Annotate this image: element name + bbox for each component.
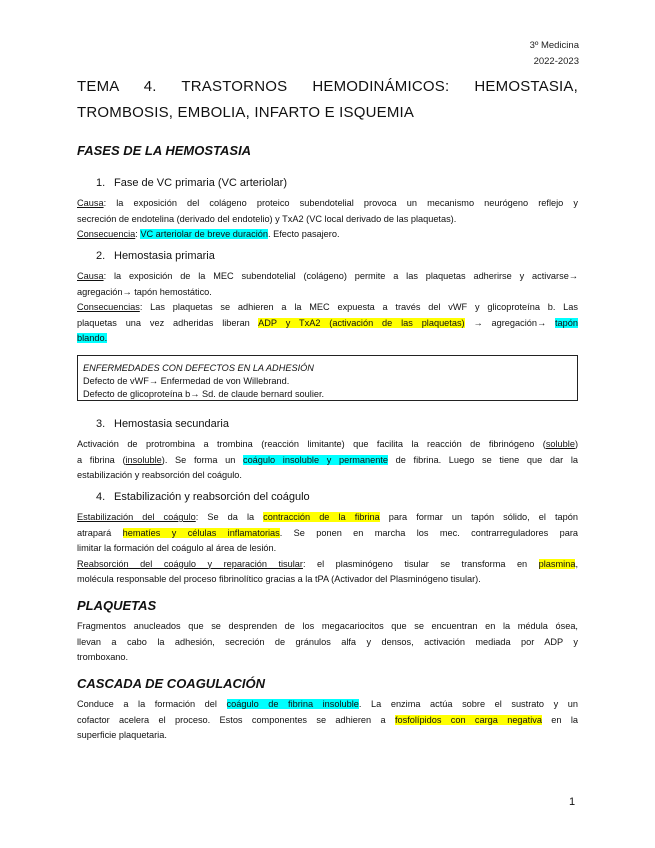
text: Activación de protrombina a trombina (reacción limitante) que facilita la reacción de fibrinógeno ( (77, 439, 546, 449)
subsection-3-body (77, 437, 578, 484)
plaquetas-body (77, 619, 578, 666)
subsection-2-title: Hemostasia primaria (114, 250, 215, 262)
consecuencias-text-cont: plaquetas una vez adheridas liberan (77, 317, 259, 328)
highlight-cyan: blando. (77, 333, 108, 343)
section-heading-fases: FASES DE LA HEMOSTASIA (77, 143, 252, 158)
text: atrapará (77, 527, 123, 538)
subsection-1-title: Fase de VC primaria (VC arteriolar) (114, 177, 287, 189)
subsection-1-number: 1. (96, 177, 106, 189)
text-line (77, 557, 578, 573)
separator: : (135, 229, 141, 239)
subsection-3-title: Hemostasia secundaria (114, 418, 229, 430)
page-header (530, 38, 579, 70)
text-line (77, 468, 578, 484)
course-label: 3º Medicina (529, 40, 579, 51)
page-number: 1 (569, 796, 576, 808)
text-line (77, 227, 578, 243)
subsection-4-title: Estabilización y reabsorción del coágulo (114, 491, 310, 503)
text: . Se ponen en marcha los mec. contrarreguladores para (279, 527, 578, 538)
text: a fibrina ( (77, 454, 126, 465)
text: para formar un tapón sólido, el tapón (379, 512, 578, 522)
text-line (77, 510, 578, 526)
section-heading-plaquetas: PLAQUETAS (77, 598, 157, 613)
text-line (77, 453, 578, 469)
box-line-1: Defecto de vWF→ Enfermedad de von Willebrand. (83, 376, 290, 386)
adhesion-disease-box (77, 355, 578, 401)
year-label: 2022-2023 (533, 56, 579, 67)
text: de fibrina. Luego se tiene que dar la (388, 454, 578, 465)
causa-text: : la exposición del colágeno proteico subendotelial provoca un mecanismo neurógeno reflejo y (103, 198, 578, 208)
text: : Se da la (195, 512, 264, 522)
subsection-4-number: 4. (96, 491, 106, 503)
text-line (77, 697, 578, 713)
text-line (77, 572, 578, 588)
text: Conduce a la formación del (77, 699, 227, 709)
text: ). Se forma un (161, 454, 243, 465)
box-line-2: Defecto de glicoproteína b→ Sd. de claude bernard soulier. (83, 389, 325, 399)
causa-label: Causa (77, 198, 104, 208)
subsection-1-heading (96, 177, 287, 189)
text: molécula responsable del proceso fibrinolítico gracias a la tPA (Activador del Plasminógeno tisular). (77, 574, 481, 584)
text-line (77, 316, 578, 332)
text: limitar la formación del coágulo al área de lesión. (77, 543, 277, 553)
text: cofactor acelera el proceso. Estos componentes se adhieren a (77, 714, 395, 725)
text: , (575, 558, 578, 569)
subsection-1-body (77, 196, 578, 243)
text-line: tromboxano. (77, 652, 129, 662)
text-line (77, 212, 578, 228)
text: . La enzima actúa sobre el sustrato y un (358, 699, 578, 709)
text-line (77, 713, 578, 729)
text-line (77, 541, 578, 557)
text-line: llevan a cabo la adhesión, secreción de gránulos alfa y densos, activación mediada por ADP y (77, 636, 578, 647)
causa-text-cont: secreción de endotelina (derivado del endotelio) y TxA2 (VC local derivado de las plaquetas). (77, 213, 457, 224)
highlight-yellow: fosfolípidos con carga negativa (394, 714, 542, 725)
consecuencia-text: . Efecto pasajero. (268, 229, 340, 239)
highlight-cyan: VC arteriolar de breve duración (140, 229, 269, 239)
text-line: superficie plaquetaria. (77, 730, 167, 740)
text-line (77, 269, 578, 285)
text: ) (574, 439, 578, 449)
consecuencias-text: : Las plaquetas se adhieren a la MEC expuesta a través del vWF y glicoproteína b. Las (139, 302, 578, 312)
text: en la (541, 714, 578, 725)
subsection-2-heading (96, 250, 215, 262)
causa-label: Causa (77, 271, 104, 281)
text-line (77, 331, 578, 347)
highlight-yellow: hematíes y células inflamatorias (122, 527, 280, 538)
causa-text-cont: agregación→ tapón hemostático. (77, 286, 212, 297)
subsection-2-body (77, 269, 578, 347)
highlight-yellow: plasmina (538, 558, 576, 569)
text: : el plasminógeno tisular se transforma en (302, 558, 539, 569)
consecuencias-text-cont: → agregación→ (464, 317, 555, 328)
text-line: Fragmentos anucleados que se desprenden de los megacariocitos que se encuentran en la médula ósea, (77, 621, 578, 631)
subsection-3-number: 3. (96, 418, 106, 430)
cascada-body (77, 697, 578, 744)
text-line (77, 196, 578, 212)
section-heading-cascada: CASCADA DE COAGULACIÓN (77, 676, 266, 691)
subsection-4-heading (96, 491, 310, 503)
text-line (77, 526, 578, 542)
consecuencia-label: Consecuencia (77, 229, 136, 239)
estabilizacion-label: Estabilización del coágulo (77, 512, 196, 522)
underlined-term: insoluble (125, 454, 162, 465)
underlined-term: soluble (545, 439, 575, 449)
consecuencias-label: Consecuencias (77, 302, 140, 312)
text: estabilización y reabsorción del coágulo. (77, 470, 242, 480)
subsection-4-body (77, 510, 578, 588)
causa-text: : la exposición de la MEC subendotelial (colágeno) permite a las plaquetas adherirse y activarse→ (103, 271, 578, 281)
text-line (77, 285, 578, 301)
highlight-cyan: tapón (555, 317, 578, 328)
subsection-2-number: 2. (96, 250, 106, 262)
highlight-yellow: ADP y TxA2 (activación de las plaquetas) (258, 317, 465, 328)
highlight-yellow: contracción de la fibrina (263, 512, 380, 522)
document-title: TEMA 4. TRASTORNOS HEMODINÁMICOS: HEMOSTASIA, TROMBOSIS, EMBOLIA, INFARTO E ISQUEMIA (77, 78, 578, 121)
reabsorcion-label: Reabsorción del coágulo y reparación tisular (77, 558, 303, 569)
text-line (77, 437, 578, 453)
box-title: ENFERMEDADES CON DEFECTOS EN LA ADHESIÓN (83, 363, 314, 373)
text-line (77, 300, 578, 316)
subsection-3-heading (96, 418, 229, 430)
highlight-cyan: coágulo de fibrina insoluble (226, 699, 359, 709)
highlight-cyan: coágulo insoluble y permanente (242, 454, 389, 465)
